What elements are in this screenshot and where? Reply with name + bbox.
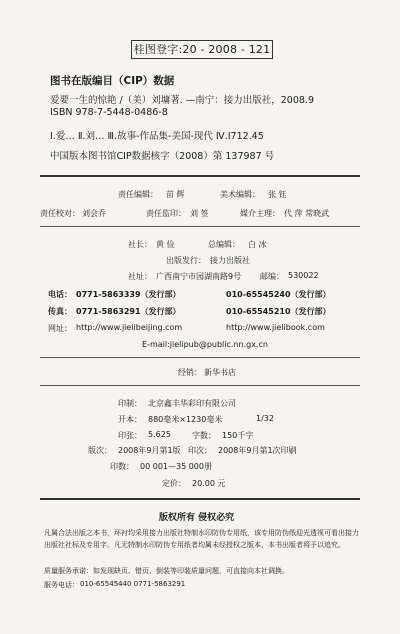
cip-classification: Ⅰ.爱… Ⅱ.刘… Ⅲ.故事-作品集-美国-现代 Ⅳ.I712.45 <box>50 131 264 142</box>
cip-isbn: ISBN 978-7-5448-0486-8 <box>50 107 168 118</box>
publisher-label: 出版发行： <box>166 256 206 265</box>
printer-value: 北京鑫丰华彩印有限公司 <box>148 399 236 408</box>
registration-number: 桂图登字:20 - 2008 - 121 <box>131 40 273 59</box>
chief-editor-label: 总编辑： <box>208 240 240 249</box>
address-label: 社址： <box>128 272 152 281</box>
phone-2: 010-65545240（发行部） <box>226 290 331 299</box>
service-phone-value: 010-65545440 0771-5863291 <box>80 580 186 588</box>
fax-2: 010-65545210（发行部） <box>226 307 331 316</box>
edition-value: 2008年9月第1版 <box>118 446 181 455</box>
address-value: 广西南宁市园湖南路9号 <box>156 272 242 281</box>
divider-print <box>40 498 360 500</box>
supervisor-name: 刘 签 <box>190 209 209 218</box>
email: E-mail:jielipub@public.nn.gx.cn <box>142 340 268 349</box>
divider-top <box>40 175 360 177</box>
website-2: http://www.jielibook.com <box>226 323 325 332</box>
postcode-value: 530022 <box>288 271 319 280</box>
sheets-label: 印张： <box>118 431 142 440</box>
edition-label: 版次： <box>88 446 112 455</box>
price-label: 定价： <box>162 479 186 488</box>
rights-title: 版权所有 侵权必究 <box>159 513 235 523</box>
president-name: 黄 俭 <box>156 240 175 249</box>
price-value: 20.00 元 <box>192 479 226 488</box>
cip-record-number: 中国版本图书馆CIP数据核字（2008）第 137987 号 <box>50 151 275 162</box>
website-label: 网址： <box>48 324 72 333</box>
format-fraction: 1/32 <box>256 414 274 423</box>
copies-label: 印数： <box>110 462 134 471</box>
words-value: 150千字 <box>222 431 254 440</box>
format-value: 880毫米×1230毫米 <box>148 415 223 424</box>
sheets-value: 5.625 <box>148 430 171 439</box>
resp-editor-label: 责任编辑： <box>118 190 158 199</box>
website-1: http://www.jielibeijing.com <box>76 323 183 332</box>
fax-label: 传真： <box>48 307 72 316</box>
president-label: 社长： <box>128 240 152 249</box>
copies-value: 00 001—35 000册 <box>140 462 212 471</box>
impression-label: 印次： <box>188 446 212 455</box>
divider-publisher <box>40 357 360 358</box>
seller-value: 新华书店 <box>204 368 236 377</box>
art-editor-label: 美术编辑： <box>220 190 260 199</box>
chief-editor-name: 白 冰 <box>248 240 267 249</box>
divider-editors <box>40 226 360 227</box>
divider-seller <box>40 385 360 386</box>
proof-name: 刘会乔 <box>82 209 106 218</box>
quality-promise: 质量服务承诺：如发现缺页、错页、倒装等印装质量问题，可直接向本社调换。 <box>44 567 289 575</box>
resp-editor-name: 苗 辉 <box>166 190 185 199</box>
proof-label: 责任校对： <box>40 209 80 218</box>
cip-bibliographic-line: 爱要一生的惊艳 /（美）刘墉著. —南宁：接力出版社，2008.9 <box>50 95 315 106</box>
service-phone-label: 服务电话： <box>44 581 79 589</box>
media-label: 媒介主理： <box>240 209 280 218</box>
supervisor-label: 责任监印： <box>146 209 186 218</box>
postcode-label: 邮编： <box>260 272 284 281</box>
format-label: 开本： <box>118 415 142 424</box>
words-label: 字数： <box>192 431 216 440</box>
phone-label: 电话： <box>48 290 72 299</box>
printer-label: 印制： <box>118 399 142 408</box>
art-editor-name: 张 钰 <box>268 190 287 199</box>
publisher-name: 接力出版社 <box>210 256 250 265</box>
phone-1: 0771-5863339（发行部） <box>76 290 181 299</box>
media-names: 代 萍 常晓武 <box>284 209 330 218</box>
fax-1: 0771-5863291（发行部） <box>76 307 181 316</box>
seller-label: 经销： <box>178 368 202 377</box>
cip-title: 图书在版编目（CIP）数据 <box>50 75 175 87</box>
impression-value: 2008年9月第1次印刷 <box>218 446 297 455</box>
rights-statement: 凡属合法出版之本书，环衬均采用接力出版社特制水印防伪专用纸，该专用防伪纸迎光透视可看出接力出版社社标及专用字。凡无特制水印防伪专用纸者均属未经授权之版本，本书出版者将予以追究。 <box>44 529 359 549</box>
